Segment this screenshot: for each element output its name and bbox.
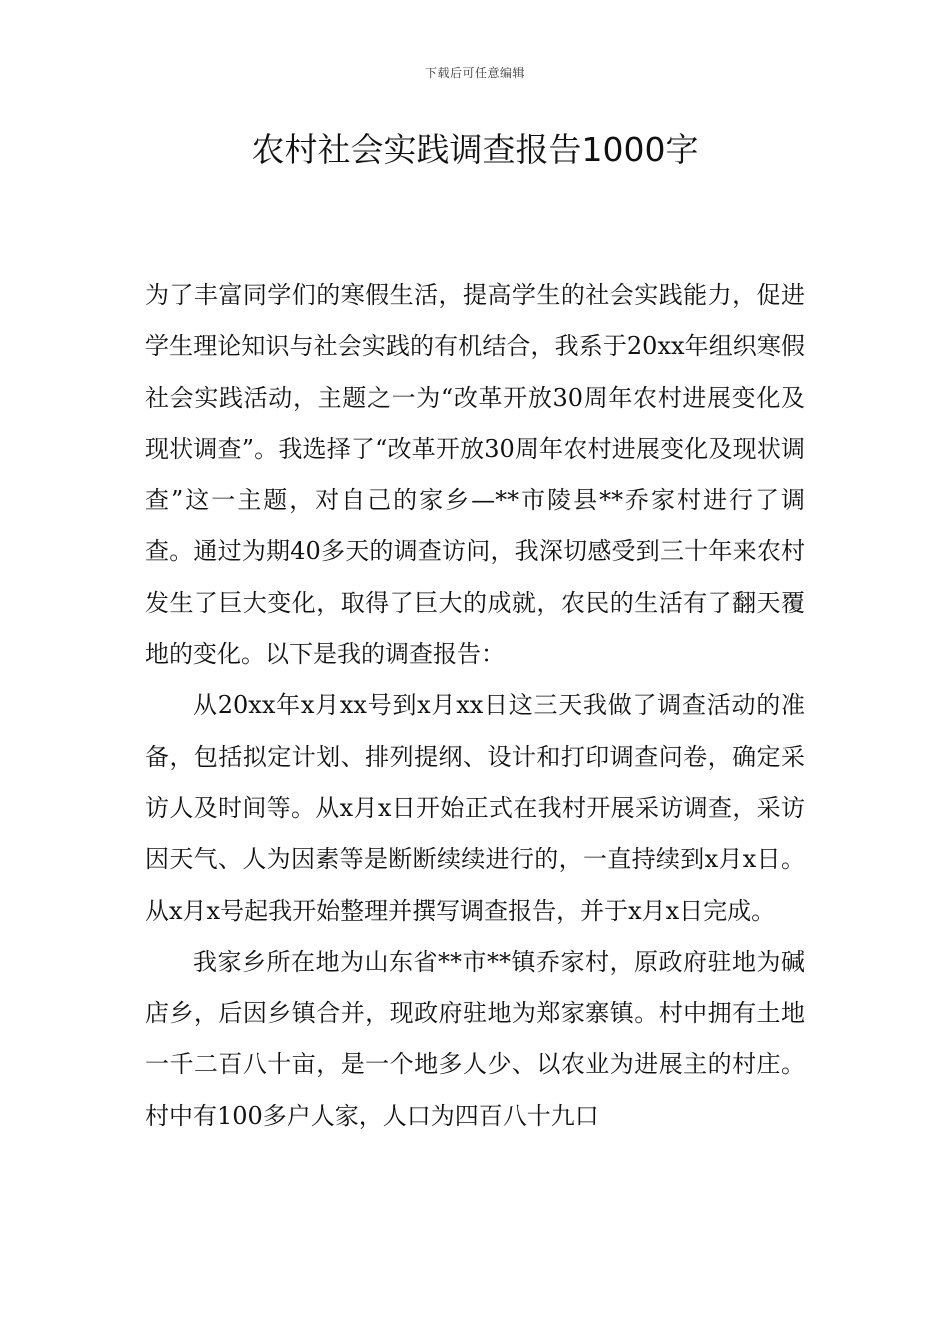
- document-title: 农村社会实践调查报告1000字: [251, 130, 699, 169]
- paragraph-village: 我家乡所在地为山东省**市**镇乔家村，原政府驻地为碱店乡，后因乡镇合并，现政府驻地为郑家寨镇。村中拥有土地一千二百八十亩，是一个地多人少、以农业为进展主的村庄。村中有100多户人家，人口为四百八十九口: [145, 947, 805, 1130]
- paragraph-schedule: 从20xx年x月xx号到x月xx日这三天我做了调查活动的准备，包括拟定计划、排列提纲、设计和打印调查问卷，确定采访人及时间等。从x月x日开始正式在我村开展采访调查，采访因天气、人为因素等是断断续续进行的，一直持续到x月x日。从x月x号起我开始整理并撰写调查报告，并于x月x日完成。: [145, 691, 805, 925]
- paragraph-intro: 为了丰富同学们的寒假生活，提高学生的社会实践能力，促进学生理论知识与社会实践的有机结合，我系于20xx年组织寒假社会实践活动，主题之一为“改革开放30周年农村进展变化及现状调查”。我选择了“改革开放30周年农村进展变化及现状调查”这一主题，对自己的家乡—**市陵县**乔家村进行了调查。通过为期40多天的调查访问，我深切感受到三十年来农村发生了巨大变化，取得了巨大的成就，农民的生活有了翻天覆地的变化。以下是我的调查报告：: [145, 281, 805, 669]
- header-note: 下载后可任意编辑: [424, 66, 525, 80]
- document-body: [145, 270, 805, 1142]
